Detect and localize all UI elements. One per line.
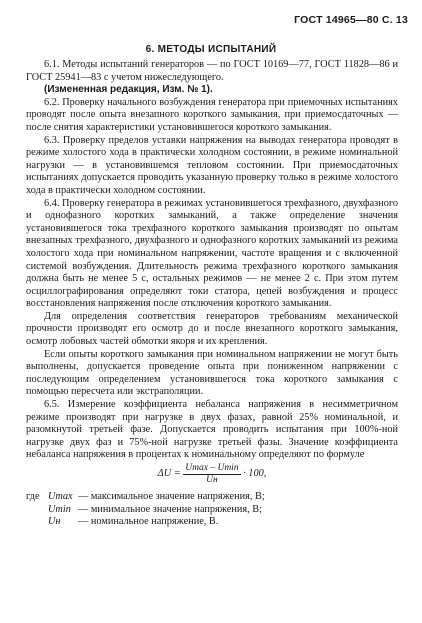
paragraph-6-2: 6.2. Проверку начального возбуждения генератора при приемочных испытаниях проводят после опыта внезапного короткого замыкания, при приемосдаточных — после снятия характеристики установившегося короткого замыкания. <box>26 96 398 133</box>
definition-symbol: Umin <box>48 503 71 515</box>
formula-numerator: Umax – Umin <box>185 463 239 473</box>
imbalance-formula <box>26 463 398 489</box>
definition-text: — максимальное значение напряжения, В; <box>78 491 265 502</box>
formula-lhs: ΔU = <box>157 468 181 480</box>
definition-symbol: Uн <box>48 516 61 528</box>
definition-lead <box>26 504 48 517</box>
definition-text: — минимальное значение напряжения, В; <box>78 503 262 515</box>
definition-row <box>26 516 398 529</box>
paragraph-6-4: 6.4. Проверку генератора в режимах установившегося трехфазного, двухфазного и однофазного коротких замыканий, а также определение значения установившегося тока трехфазного короткого замыкания производят по опытам внезапных трехфазного, двухфазного и однофазного коротких замыканий из режима холостого хода при номинальном напряжении, частоте вращения и с включенной системой возбуждения. Длительность режима трехфазного короткого замыкания должна быть не менее 5 с, остальных режимов — не менее 2 с. При этом путем осциллографирования определяют токи статора, цепей возбуждения и процесс восстановления напряжения после отключения короткого замыкания. <box>26 197 398 310</box>
definition-lead: где <box>26 491 40 502</box>
formula-denominator: Uн <box>206 475 218 485</box>
formula-definitions <box>26 491 398 529</box>
definition-text: — номинальное напряжение, В. <box>78 516 219 528</box>
paragraph-reduced-voltage: Если опыты короткого замыкания при номинальном напряжении не могут быть выполнены, допускается проведение опыта при пониженном напряжении с последующим определением установившегося тока короткого замыкания с помощью пересчета или экстраполяции. <box>26 348 398 398</box>
definition-symbol: Umax <box>48 491 73 502</box>
paragraph-6-5: 6.5. Измерение коэффициента небаланса напряжения в несимметричном режиме производят при нагрузке в двух фазах, равной 25% номинальной, и разомкнутой третьей фазе. Допускается проводить испытания при 100%-ной нагрузке двух фаз и 75%-ной нагрузке третьей фазы. Значение коэффициента небаланса напряжения в процентах к номинальному определяют по формуле <box>26 399 398 461</box>
definition-row <box>26 504 398 517</box>
amendment-note: (Измененная редакция, Изм. № 1). <box>44 84 213 96</box>
formula-fraction <box>183 463 240 486</box>
paragraph-6-3: 6.3. Проверку пределов уставки напряжения на выводах генератора проводят в режиме холостого хода в практически холодном состоянии, в режиме номинальной нагрузки — в установившемся тепловом состоянии. При приемосдаточных испытаниях допускается проводить указанную проверку только в режиме холостого хода в практически холодном состоянии. <box>26 134 398 196</box>
definition-lead <box>26 516 48 529</box>
document-body <box>26 59 398 529</box>
definition-row <box>26 491 398 504</box>
paragraph-6-1: 6.1. Методы испытаний генераторов — по ГОСТ 10169—77, ГОСТ 11828—86 и ГОСТ 25941—83 с учетом нижеследующего. <box>26 59 398 83</box>
paragraph-mech-strength: Для определения соответствия генераторов требованиям механической прочности производят его осмотр до и после внезапного короткого замыкания, осмотр лобовых частей обмотки якоря и их крепления. <box>26 310 398 348</box>
page-header: ГОСТ 14965—80 С. 13 <box>294 14 408 26</box>
formula-rhs: · 100, <box>243 468 267 480</box>
section-title: 6. МЕТОДЫ ИСПЫТАНИЙ <box>145 44 277 55</box>
